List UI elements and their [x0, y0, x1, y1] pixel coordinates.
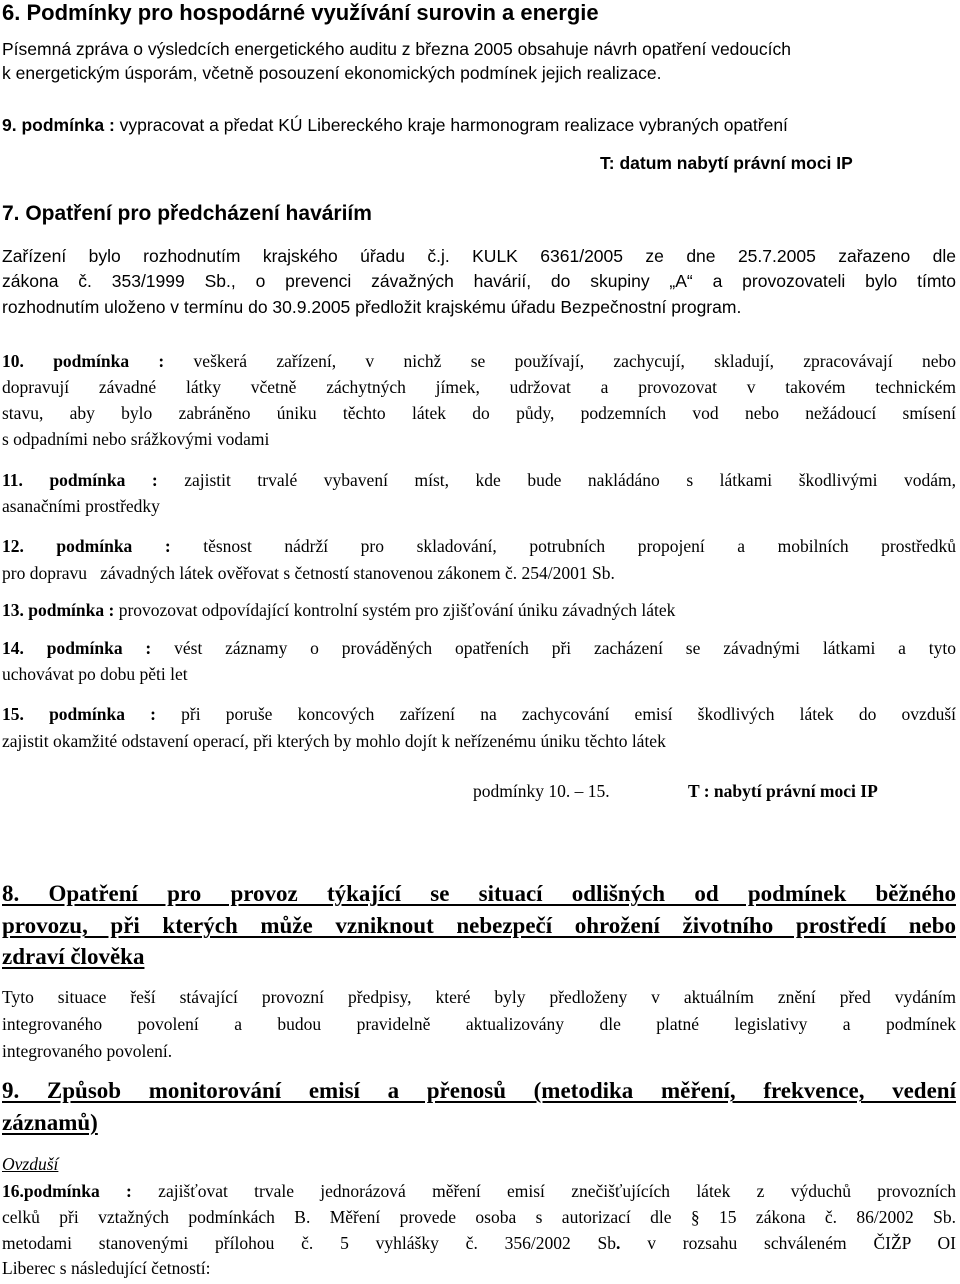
condition-11-line-2: asanačními prostředky: [2, 496, 160, 516]
condition-16-line-3-a: metodami stanovenými přílohou č. 5 vyhlášky č. 356/2002 Sb: [2, 1233, 617, 1253]
condition-10-text: veškerá zařízení, v nichž se používají, zachycují, skladují, zpracovávají nebo: [164, 351, 956, 371]
condition-10-line-4: s odpadními nebo srážkovými vodami: [2, 429, 270, 449]
condition-15-line-2: zajistit okamžité odstavení operací, při kterých by mohlo dojít k neřízenému úniku těchto látek: [2, 731, 666, 751]
section-8-heading-line-3: zdraví člověka: [2, 944, 145, 969]
condition-10-line-3: stavu, aby bylo zabráněno úniku těchto látek do půdy, podzemních vod nebo nežádoucí smísení: [2, 403, 956, 423]
section-7-para-line-2: zákona č. 353/1999 Sb., o prevenci závažných havárií, do skupiny „A“ a provozovateli bylo tímto: [2, 271, 956, 291]
condition-16-text: zajišťovat trvale jednorázová měření emisí znečišťujících látek z výduchů provozních: [131, 1181, 956, 1201]
section-8-heading-line-1: 8. Opatření pro provoz týkající se situací odlišných od podmínek běžného: [2, 881, 956, 906]
section-8-heading-line-2: provozu, při kterých může vzniknout nebezpečí ohrožení životního prostředí nebo: [2, 913, 956, 938]
section-7-para-line-1: Zařízení bylo rozhodnutím krajského úřadu č.j. KULK 6361/2005 ze dne 25.7.2005 zařazeno dle: [2, 246, 956, 266]
conditions-term: T : nabytí právní moci IP: [688, 781, 878, 801]
condition-9-label: 9. podmínka :: [2, 115, 115, 135]
section-9-heading-line-2: záznamů): [2, 1110, 98, 1135]
condition-10-line-2: dopravují závadné látky včetně záchytných jímek, udržovat a provozovat v takovém technickém: [2, 377, 956, 397]
condition-9-term: T: datum nabytí právní moci IP: [600, 153, 853, 173]
condition-12-line-1: [2, 535, 956, 557]
condition-11-line-1: [2, 469, 956, 491]
condition-14-line-2: uchovávat po dobu pěti let: [2, 664, 188, 684]
section-6-heading: 6. Podmínky pro hospodárné využívání surovin a energie: [2, 0, 599, 25]
condition-9: [2, 114, 788, 136]
subheading-ovzdusi: Ovzduší: [2, 1154, 59, 1174]
section-8-para-line-2: integrovaného povolení a budou pravidelně aktualizovány dle platné legislativy a podmínek: [2, 1014, 956, 1034]
condition-9-text: vypracovat a předat KÚ Libereckého kraje harmonogram realizace vybraných opatření: [114, 115, 788, 135]
condition-14-text: vést záznamy o prováděných opatřeních při zacházení se závadnými látkami a tyto: [151, 638, 956, 658]
condition-12-text: těsnost nádrží pro skladování, potrubních propojení a mobilních prostředků: [170, 536, 956, 556]
conditions-range: podmínky 10. – 15.: [473, 781, 610, 801]
condition-11-text: zajistit trvalé vybavení míst, kde bude nakládáno s látkami škodlivými vodám,: [157, 470, 956, 490]
condition-13-text: provozovat odpovídající kontrolní systém pro zjišťování úniku závadných látek: [114, 600, 676, 620]
condition-13: [2, 599, 675, 621]
section-9-heading-line-1: 9. Způsob monitorování emisí a přenosů (metodika měření, frekvence, vedení: [2, 1078, 956, 1103]
section-7-heading: 7. Opatření pro předcházení haváriím: [2, 202, 372, 225]
section-8-para-line-3: integrovaného povolení.: [2, 1041, 173, 1061]
condition-13-label: 13. podmínka :: [2, 600, 115, 620]
section-7-para-line-3: rozhodnutím uloženo v termínu do 30.9.2005 předložit krajskému úřadu Bezpečnostní program.: [2, 297, 742, 317]
condition-12-label: 12. podmínka :: [2, 536, 171, 556]
section-6-intro-line-2: k energetickým úsporám, včetně posouzení ekonomických podmínek jejich realizace.: [2, 63, 662, 83]
condition-16-line-2: celků při vztažných podmínkách B. Měření provede osoba s autorizací dle § 15 zákona č. 86/2002 Sb.: [2, 1207, 956, 1227]
condition-15-text: při poruše koncových zařízení na zachycování emisí škodlivých látek do ovzduší: [155, 704, 956, 724]
condition-12-line-2: pro dopravu závadných látek ověřovat s četností stanovenou zákonem č. 254/2001 Sb.: [2, 563, 615, 583]
condition-10-label: 10. podmínka :: [2, 351, 165, 371]
condition-16-line-3: [2, 1232, 956, 1254]
section-8-para-line-1: Tyto situace řeší stávající provozní předpisy, které byly předloženy v aktuálním znění před vydáním: [2, 987, 956, 1007]
condition-16-label: 16.podmínka :: [2, 1181, 132, 1201]
condition-16-line-1: [2, 1180, 956, 1202]
condition-16-line-3-dot: .: [616, 1233, 621, 1253]
condition-16-line-4: Liberec s následující četností:: [2, 1258, 211, 1278]
condition-14-line-1: [2, 637, 956, 659]
condition-16-line-3-c: v rozsahu schváleném ČIŽP OI: [620, 1233, 956, 1253]
section-6-intro-line-1: Písemná zpráva o výsledcích energetického auditu z března 2005 obsahuje návrh opatření vedoucích: [2, 39, 791, 59]
condition-10-line-1: [2, 350, 956, 372]
condition-14-label: 14. podmínka :: [2, 638, 152, 658]
condition-11-label: 11. podmínka :: [2, 470, 158, 490]
condition-15-line-1: [2, 703, 956, 725]
condition-15-label: 15. podmínka :: [2, 704, 156, 724]
